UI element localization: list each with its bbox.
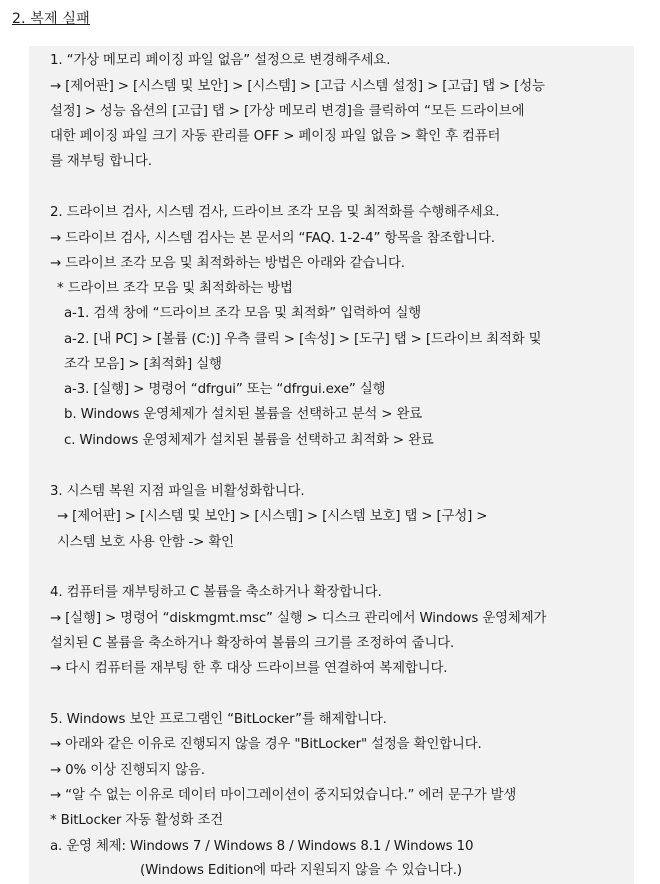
step-2-substep: c. Windows 운영체제가 설치된 볼륨을 선택하고 최적화 > 완료	[64, 433, 434, 448]
step-2-substep: a-1. 검색 창에 “드라이브 조각 모음 및 최적화” 입력하여 실행	[64, 306, 422, 321]
step-5-line: → 아래와 같은 이유로 진행되지 않을 경우 "BitLocker" 설정을 확인합니다.	[50, 737, 482, 752]
step-1-line: 를 재부팅 합니다.	[50, 154, 152, 169]
step-5-title: 5. Windows 보안 프로그램인 “BitLocker”를 해제합니다.	[50, 712, 387, 727]
step-2-substep: b. Windows 운영체제가 설치된 볼륨을 선택하고 분석 > 완료	[64, 407, 423, 422]
step-4-line: → [실행] > 명령어 “diskmgmt.msc” 실행 > 디스크 관리에서 Windows 운영체제가	[50, 611, 547, 626]
step-1-line: 대한 페이징 파일 크기 자동 관리를 OFF > 페이징 파일 없음 > 확인 후 컴퓨터	[50, 129, 501, 144]
step-1-title: 1. “가상 메모리 페이징 파일 없음” 설정으로 변경해주세요.	[50, 53, 391, 68]
section-heading: 2. 복제 실패	[12, 11, 90, 27]
step-2-substep: 조각 모음] > [최적화] 실행	[64, 357, 222, 372]
step-1-line: → [제어판] > [시스템 및 보안] > [시스템] > [고급 시스템 설정] > [고급] 탭 > [성능	[50, 79, 545, 94]
step-5-line: → 0% 이상 진행되지 않음.	[50, 763, 205, 778]
step-2-substep: a-2. [내 PC] > [볼륨 (C:)] 우측 클릭 > [속성] > [도구] 탭 > [드라이브 최적화 및	[64, 332, 542, 347]
step-4-line: 설치된 C 볼륨을 축소하거나 확장하여 볼륨의 크기를 조정하여 줍니다.	[50, 636, 455, 651]
step-2-subheading: * 드라이브 조각 모음 및 최적화하는 방법	[57, 281, 293, 296]
step-5-line: a. 운영 체제: Windows 7 / Windows 8 / Windows 8.1 / Windows 10	[50, 839, 474, 854]
step-3-title: 3. 시스템 복원 지점 파일을 비활성화합니다.	[50, 484, 305, 499]
step-1-line: 설정] > 성능 옵션의 [고급] 탭 > [가상 메모리 변경]을 클릭하여 “모든 드라이브에	[50, 104, 525, 119]
step-2-line: → 드라이브 검사, 시스템 검사는 본 문서의 “FAQ. 1-2-4” 항목을 참조합니다.	[50, 231, 495, 246]
step-4-line: → 다시 컴퓨터를 재부팅 한 후 대상 드라이브를 연결하여 복제합니다.	[50, 661, 448, 676]
step-3-line: → [제어판] > [시스템 및 보안] > [시스템] > [시스템 보호] 탭 > [구성] >	[57, 509, 488, 524]
step-5-line: * BitLocker 자동 활성화 조건	[50, 813, 224, 828]
step-2-substep: a-3. [실행] > 명령어 “dfrgui” 또는 “dfrgui.exe” 실행	[64, 382, 386, 397]
step-5-note: (Windows Edition에 따라 지원되지 않을 수 있습니다.)	[140, 863, 462, 878]
step-2-title: 2. 드라이브 검사, 시스템 검사, 드라이브 조각 모음 및 최적화를 수행해주세요.	[50, 205, 500, 220]
step-3-line: 시스템 보호 사용 안함 -> 확인	[57, 535, 234, 550]
step-4-title: 4. 컴퓨터를 재부팅하고 C 볼륨을 축소하거나 확장합니다.	[50, 585, 382, 600]
step-5-line: → “알 수 없는 이유로 데이터 마이그레이션이 중지되었습니다.” 에러 문구가 발생	[50, 788, 517, 803]
step-2-line: → 드라이브 조각 모음 및 최적화하는 방법은 아래와 같습니다.	[50, 256, 405, 271]
